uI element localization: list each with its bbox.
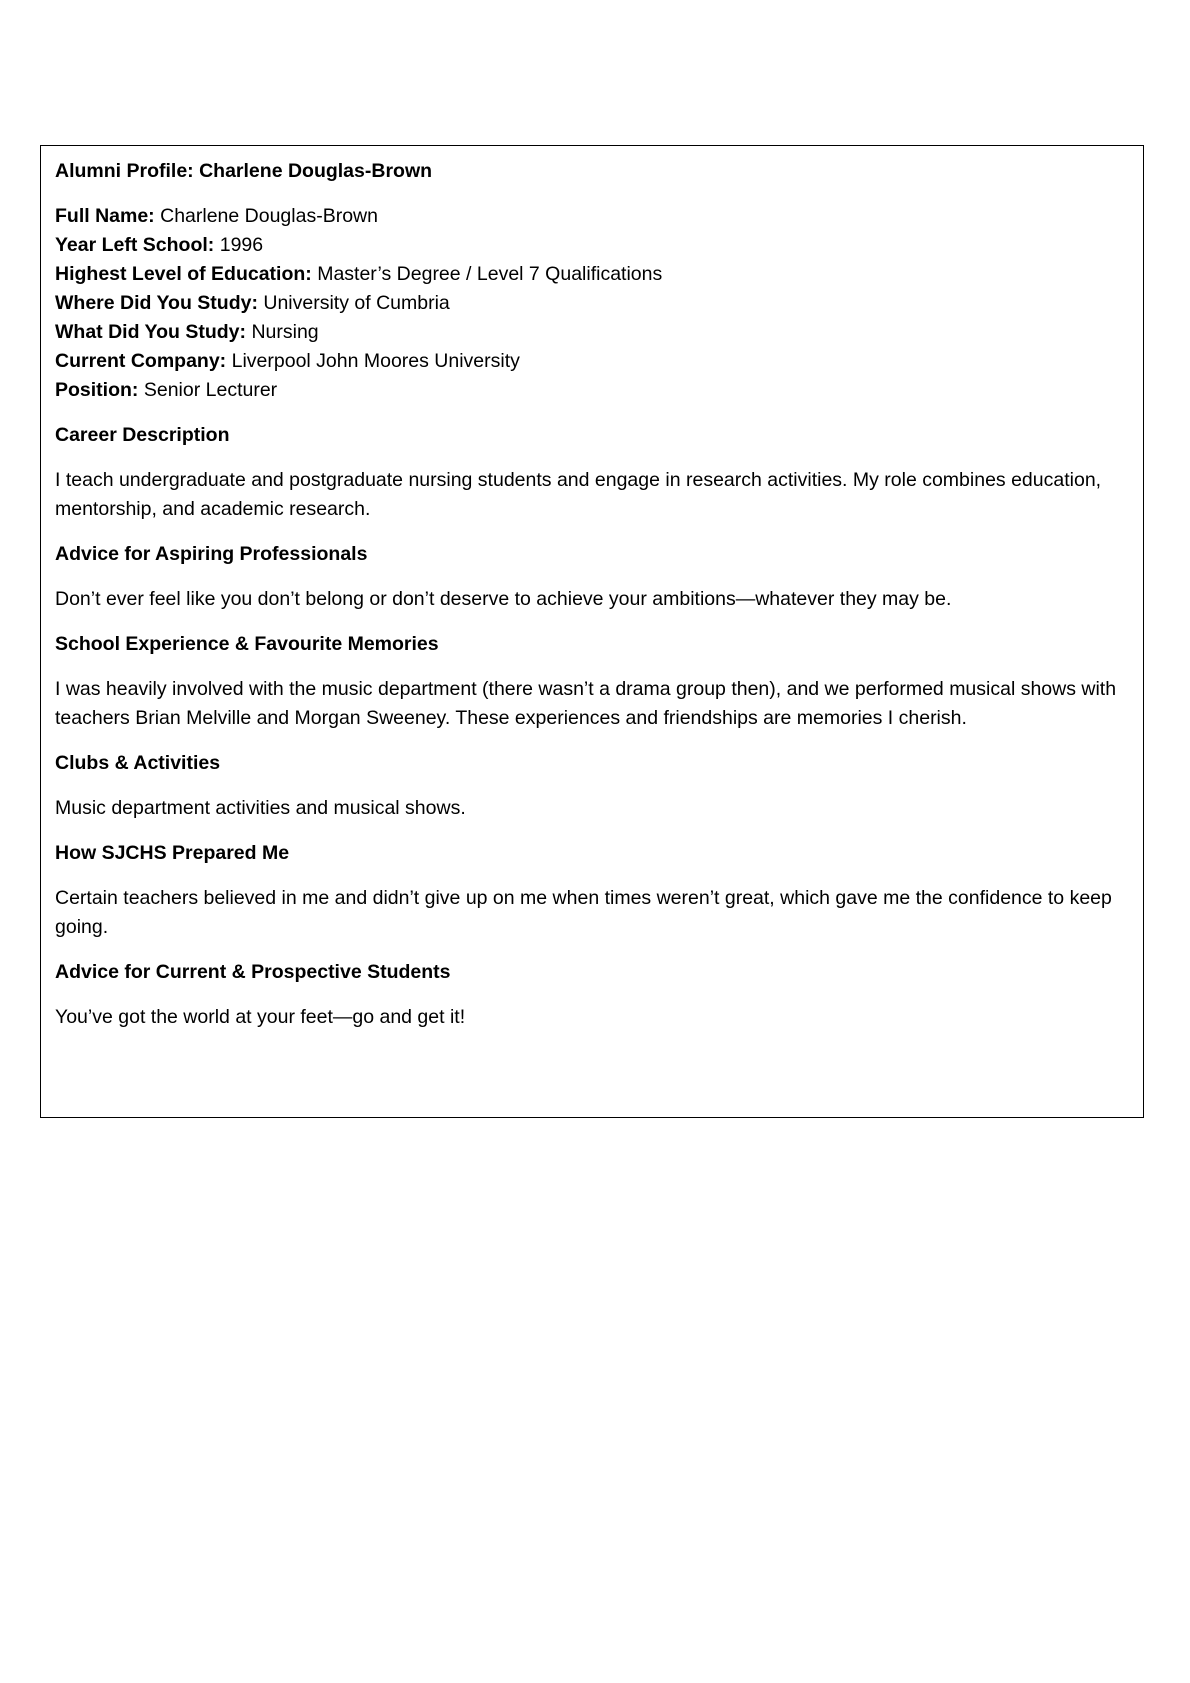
field-value: University of Cumbria (263, 292, 450, 314)
heading-clubs-activities: Clubs & Activities (55, 752, 221, 774)
field-value: Charlene Douglas-Brown (160, 205, 378, 227)
field-value: Senior Lecturer (143, 379, 278, 401)
profile-fields (55, 202, 1129, 405)
body-clubs-activities: Music department activities and musical shows. (55, 797, 466, 819)
heading-advice-students: Advice for Current & Prospective Students (55, 961, 451, 983)
field-label: Highest Level of Education: (55, 263, 312, 285)
heading-advice-aspiring: Advice for Aspiring Professionals (55, 543, 368, 565)
field-value: Master’s Degree / Level 7 Qualifications (317, 263, 663, 285)
field-label: Year Left School: (55, 234, 215, 256)
field-highest-education (55, 260, 1129, 289)
field-year-left-school (55, 231, 1129, 260)
alumni-profile-box (40, 145, 1144, 1118)
field-label: Where Did You Study: (55, 292, 258, 314)
field-label: Full Name: (55, 205, 155, 227)
body-advice-aspiring: Don’t ever feel like you don’t belong or don’t deserve to achieve your ambitions—whatever they may be. (55, 588, 952, 610)
body-how-sjchs-prepared: Certain teachers believed in me and didn’t give up on me when times weren’t great, which gave me the confidence to keep going. (55, 887, 1112, 938)
body-school-experience: I was heavily involved with the music department (there wasn’t a drama group then), and we performed musical shows with teachers Brian Melville and Morgan Sweeney. These experiences and friendships are memories I cherish. (55, 678, 1117, 729)
profile-title: Alumni Profile: Charlene Douglas-Brown (55, 160, 433, 182)
field-value: 1996 (219, 234, 264, 256)
heading-how-sjchs-prepared: How SJCHS Prepared Me (55, 842, 290, 864)
field-label: Current Company: (55, 350, 227, 372)
field-value: Liverpool John Moores University (231, 350, 520, 372)
heading-school-experience: School Experience & Favourite Memories (55, 633, 439, 655)
body-advice-students: You’ve got the world at your feet—go and get it! (55, 1006, 466, 1028)
body-career-description: I teach undergraduate and postgraduate nursing students and engage in research activities. My role combines education, mentorship, and academic research. (55, 469, 1102, 520)
field-position (55, 376, 1129, 405)
field-value: Nursing (251, 321, 319, 343)
field-label: What Did You Study: (55, 321, 247, 343)
field-full-name (55, 202, 1129, 231)
field-where-studied (55, 289, 1129, 318)
field-what-studied (55, 318, 1129, 347)
field-label: Position: (55, 379, 139, 401)
heading-career-description: Career Description (55, 424, 230, 446)
field-current-company (55, 347, 1129, 376)
